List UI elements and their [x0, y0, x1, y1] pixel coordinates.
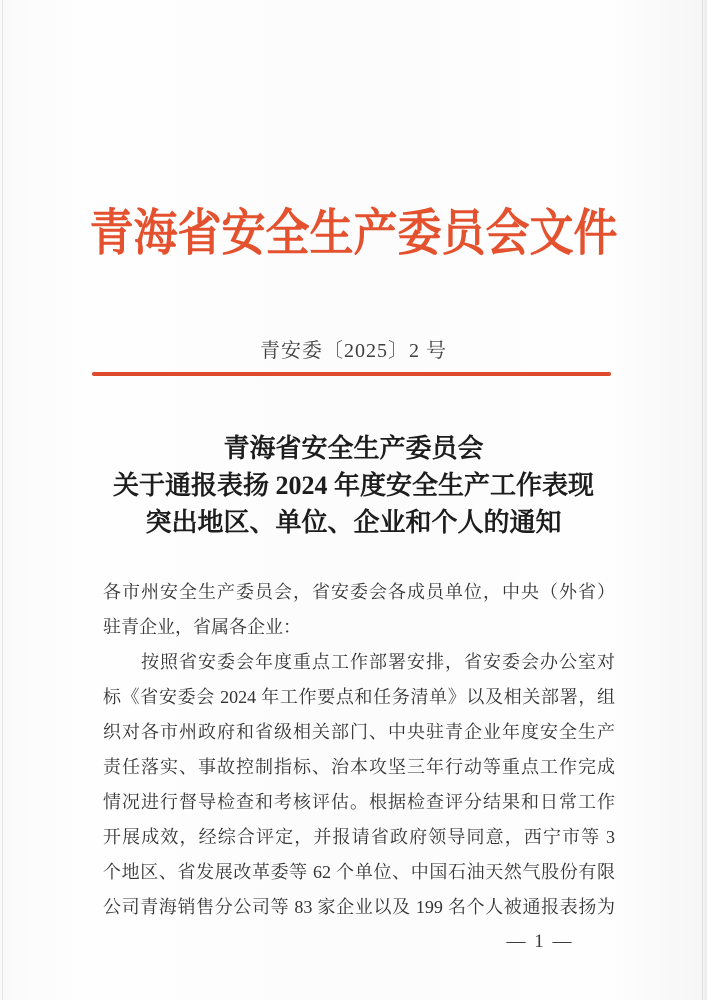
body-line: 公司青海销售分公司等 83 家企业以及 199 名个人被通报表扬为 — [103, 897, 615, 917]
document-title-line: 关于通报表扬 2024 年度安全生产工作表现 — [112, 471, 594, 500]
body-line: 织对各市州政府和省级相关部门、中央驻青企业年度安全生产 — [103, 722, 615, 742]
document-number: 青安委〔2025〕2 号 — [260, 340, 447, 362]
document-title — [45, 430, 662, 541]
document-title-line: 突出地区、单位、企业和个人的通知 — [145, 508, 562, 537]
body-line: 开展成效，经综合评定，并报请省政府领导同意，西宁市等 3 — [103, 827, 615, 847]
page-number: — 1 — — [506, 931, 574, 952]
red-divider-line — [92, 372, 611, 376]
body-line: 标《省安委会 2024 年工作要点和任务清单》以及相关部署，组 — [103, 687, 615, 707]
body-line: 情况进行督导检查和考核评估。根据检查评分结果和日常工作 — [103, 792, 615, 812]
document-body — [103, 575, 615, 925]
body-line: 责任落实、事故控制指标、治本攻坚三年行动等重点工作完成 — [103, 757, 615, 777]
body-line: 个地区、省发展改革委等 62 个单位、中国石油天然气股份有限 — [103, 862, 615, 882]
letterhead-org-title: 青海省安全生产委员会文件 — [89, 205, 618, 261]
body-line: 驻青企业，省属各企业： — [103, 617, 301, 637]
document-title-line: 青海省安全生产委员会 — [223, 434, 484, 463]
body-line: 按照省安委会年度重点工作部署安排，省安委会办公室对 — [141, 652, 615, 672]
body-line: 各市州安全生产委员会，省安委会各成员单位，中央（外省） — [103, 582, 615, 602]
